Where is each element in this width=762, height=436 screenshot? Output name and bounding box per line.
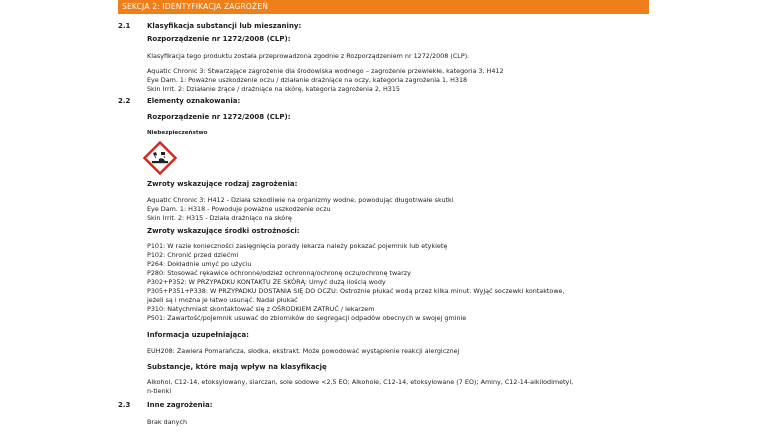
section-2-1-number: 2.1 xyxy=(118,22,131,30)
precautionary-statement: jeżeli są i można je łatwo usunąć. Nadal płukać xyxy=(147,296,298,304)
supplementary-info-title: Informacja uzupełniająca: xyxy=(147,331,249,339)
section-2-1-title: Klasyfikacja substancji lub mieszaniny: xyxy=(147,22,302,30)
hazard-statement: Eye Dam. 1: H318 - Powoduje poważne uszkodzenie oczu xyxy=(147,205,331,213)
other-hazards-text: Brak danych xyxy=(147,418,188,426)
hazard-statement: Skin Irrit. 2: H315 - Działa drażniąco na skórę xyxy=(147,214,292,222)
signal-word: Niebezpieczeństwo xyxy=(147,130,208,136)
section-2-2-number: 2.2 xyxy=(118,97,131,105)
regulation-heading: Rozporządzenie nr 1272/2008 (CLP): xyxy=(147,113,291,121)
precautionary-statement: P305+P351+P338: W PRZYPADKU DOSTANIA SIĘ DO OCZU: Ostrożnie płukać wodą przez kilka minut. Wyjąć soczewki kontaktowe, xyxy=(147,287,565,295)
section-2-3-title: Inne zagrożenia: xyxy=(147,401,213,409)
classification-line: Eye Dam. 1: Poważne uszkodzenie oczu / działanie drażniące na oczy, kategoria zagrożenia 1, H318 xyxy=(147,76,468,84)
precautionary-statement: P280: Stosować rękawice ochronne/odzież ochronną/ochronę oczu/ochronę twarzy xyxy=(147,269,411,277)
precautionary-statement: P302+P352: W PRZYPADKU KONTAKTU ZE SKÓRĄ: Umyć dużą ilością wody xyxy=(147,278,386,286)
precautionary-statement: P264: Dokładnie umyć po użyciu xyxy=(147,260,252,268)
hazard-statements-title: Zwroty wskazujące rodzaj zagrożenia: xyxy=(147,180,298,188)
classifying-substances-title: Substancje, które mają wpływ na klasyfikację xyxy=(147,363,327,371)
classifying-substances: Alkohol, C12-14, etoksylowany, siarczan, sole sodowe <2,5 EO; Alkohole, C12-14, etoksylowane (7 EO); Aminy, C12-14-alkilodimetyl, xyxy=(147,378,574,386)
precautionary-statements-title: Zwroty wskazujące środki ostrożności: xyxy=(147,227,300,235)
hazard-statement: Aquatic Chronic 3: H412 - Działa szkodliwie na organizmy wodne, powodując długotrwałe skutki xyxy=(147,196,454,204)
classification-line: Skin Irrit. 2: Działanie żrące / drażniące na skórę, kategoria zagrożenia 2, H315 xyxy=(147,85,400,93)
supplementary-info: EUH208: Zawiera Pomarańcza, słodka, ekstrakt. Może powodować wystąpienie reakcji alergicznej xyxy=(147,347,460,355)
regulation-heading: Rozporządzenie nr 1272/2008 (CLP): xyxy=(147,35,291,43)
classifying-substances: n-tlenki xyxy=(147,387,172,395)
classification-intro: Klasyfikacja tego produktu została przeprowadzona zgodnie z Rozporządzeniem nr 1272/2008 (CLP). xyxy=(147,52,470,60)
precautionary-statement: P101: W razie konieczności zasięgnięcia porady lekarza należy pokazać pojemnik lub etykietę xyxy=(147,242,448,250)
classification-line: Aquatic Chronic 3: Stwarzające zagrożenie dla środowiska wodnego – zagrożenie przewlekłe, kategoria 3, H412 xyxy=(147,67,504,75)
section-2-2-title: Elementy oznakowania: xyxy=(147,97,241,105)
precautionary-statement: P102: Chronić przed dziećmi xyxy=(147,251,239,259)
section-2-3-number: 2.3 xyxy=(118,401,131,409)
precautionary-statement: P310: Natychmiast skontaktować się z OŚRODKIEM ZATRUĆ / lekarzem xyxy=(147,305,375,313)
corrosion-pictogram-icon xyxy=(143,141,177,175)
precautionary-statement: P501: Zawartość/pojemnik usuwać do zbiorników do segregacji odpadów obecnych w swojej gminie xyxy=(147,314,467,322)
section-header: SEKCJA 2: IDENTYFIKACJA ZAGROŻEŃ xyxy=(118,0,649,14)
